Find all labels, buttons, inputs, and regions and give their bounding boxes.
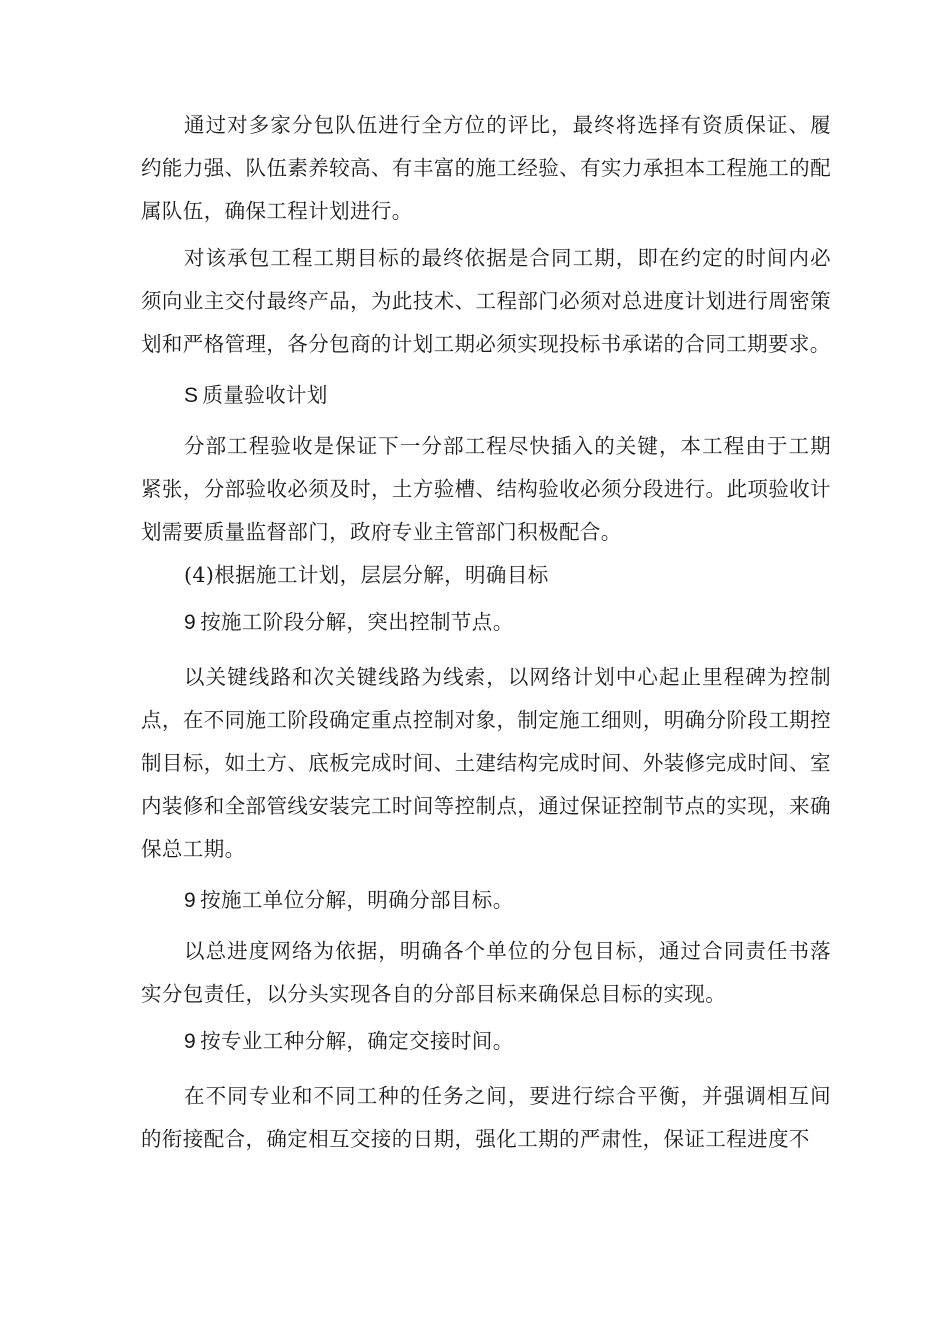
heading-text: 质量验收计划 [202,383,328,407]
bullet-marker: 9 [184,611,197,634]
paragraph-subcontractor-selection: 通过对多家分包队伍进行全方位的评比，最终将选择有资质保证、履约能力强、队伍素养较高、有丰富的施工经验、有实力承担本工程施工的配属队伍，确保工程计划进行。 [141,113,831,223]
paragraph-network-basis: 以总进度网络为依据，明确各个单位的分包目标，通过合同责任书落实分包责任，以分头实现各自的分部目标来确保总目标的实现。 [141,939,831,1006]
heading-text: 按施工阶段分解，突出控制节点。 [200,610,514,634]
paragraph-sub-acceptance: 分部工程验收是保证下一分部工程尽快插入的关键，本工程由于工期紧张，分部验收必须及时，土方验槽、结构验收必须分段进行。此项验收计划需要质量监督部门，政府专业主管部门积极配合。 [141,434,831,544]
heading-by-unit [141,879,831,922]
bullet-marker: 9 [184,889,197,912]
paragraph-critical-path: 以关键线路和次关键线路为线索，以网络计划中心起止里程碑为控制点，在不同施工阶段确定重点控制对象，制定施工细则，明确分阶段工期控制目标，如土方、底板完成时间、土建结构完成时间、外装修完成时间、室内装修和全部管线安装完工时间等控制点，通过保证控制节点的实现，来确保总工期。 [141,665,831,861]
heading-by-stage [141,601,831,644]
heading-by-trade [141,1020,831,1063]
paragraph-contract-period: 对该承包工程工期目标的最终依据是合同工期，即在约定的时间内必须向业主交付最终产品，为此技术、工程部门必须对总进度计划进行周密策划和严格管理，各分包商的计划工期必须实现投标书承诺的合同工期要求。 [141,246,831,356]
document-body [141,104,831,1161]
heading-text: 按施工单位分解，明确分部目标。 [200,888,514,912]
heading-text: 按专业工种分解，确定交接时间。 [200,1029,514,1053]
heading-decompose-plan: (4)根据施工计划，层层分解，明确目标 [184,563,549,587]
bullet-marker: 9 [184,1030,197,1053]
paragraph-trade-coordination: 在不同专业和不同工种的任务之间，要进行综合平衡，并强调相互间的衔接配合，确定相互交接的日期，强化工期的严肃性，保证工程进度不 [141,1084,831,1151]
heading-quality-acceptance-plan [141,374,831,417]
bullet-marker: S [184,384,199,407]
